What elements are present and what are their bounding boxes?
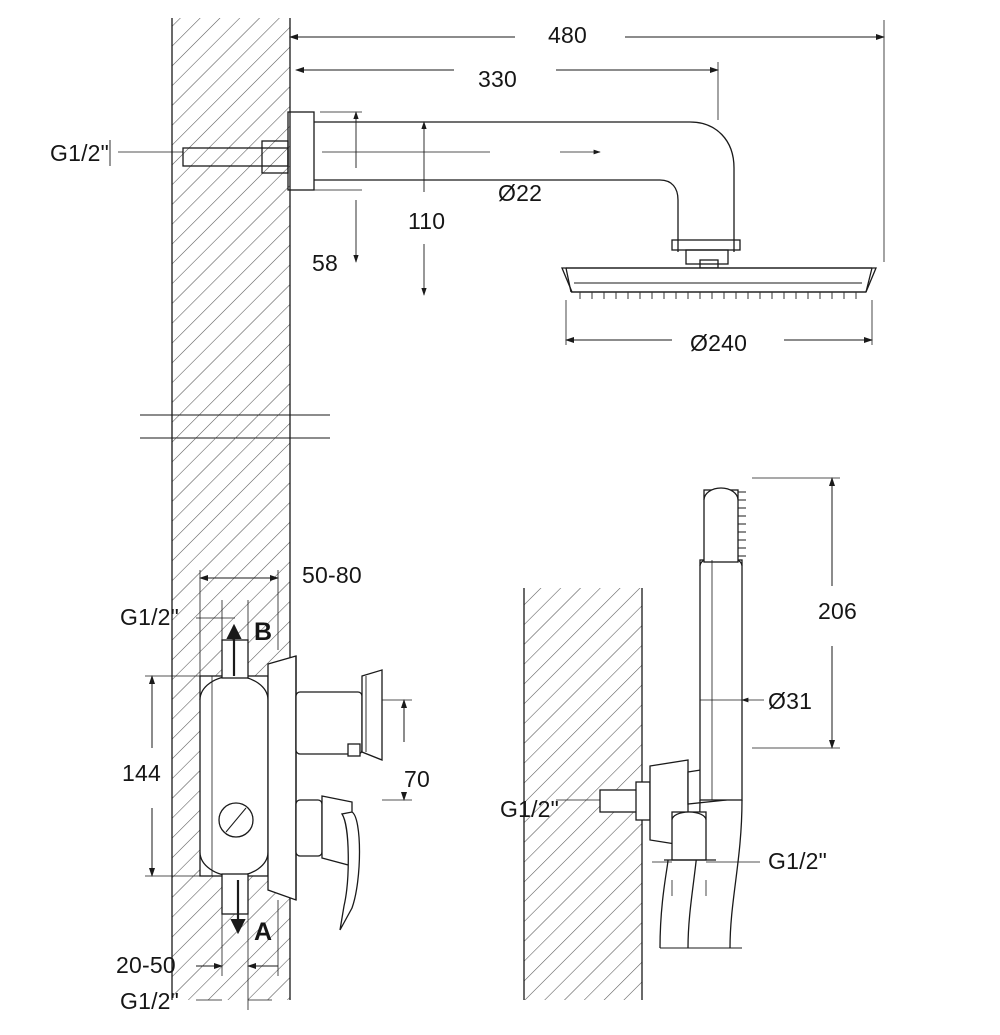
dim-20-50-label: 20-50 xyxy=(116,952,176,978)
thread-wall-outlet-label: G1/2" xyxy=(500,796,560,822)
dim-144-label: 144 xyxy=(122,760,161,786)
flow-label-b: B xyxy=(254,618,273,646)
dim-110-label: 110 xyxy=(408,208,446,234)
dim-70-label: 70 xyxy=(404,766,430,792)
mixer-trim-plate xyxy=(268,656,296,900)
dim-206-label: 206 xyxy=(818,598,857,624)
thread-mixer-bottom-label: G1/2" xyxy=(120,988,180,1014)
dim-handset-diameter-label: Ø31 xyxy=(768,688,813,714)
dim-58-label: 58 xyxy=(312,250,338,276)
dim-arm-diameter-label: Ø22 xyxy=(498,180,543,206)
thread-hose-label: G1/2" xyxy=(768,848,828,874)
mixer-lever-handle xyxy=(296,796,360,930)
dim-wall-depth-label: 50-80 xyxy=(302,562,362,588)
shower-hose xyxy=(660,800,742,948)
wall-upper xyxy=(172,18,290,438)
shower-head xyxy=(562,268,876,299)
thread-mixer-top-label: G1/2" xyxy=(120,604,180,630)
dim-330-label: 330 xyxy=(478,66,517,92)
flow-label-a: A xyxy=(254,918,273,946)
thread-inlet-upper-label: G1/2" xyxy=(50,140,110,166)
diverter-handle xyxy=(296,670,382,760)
mixer-body xyxy=(200,640,268,914)
dim-480-label: 480 xyxy=(548,22,587,48)
hand-shower-handset xyxy=(700,488,746,800)
dim-head-diameter-label: Ø240 xyxy=(690,330,748,356)
